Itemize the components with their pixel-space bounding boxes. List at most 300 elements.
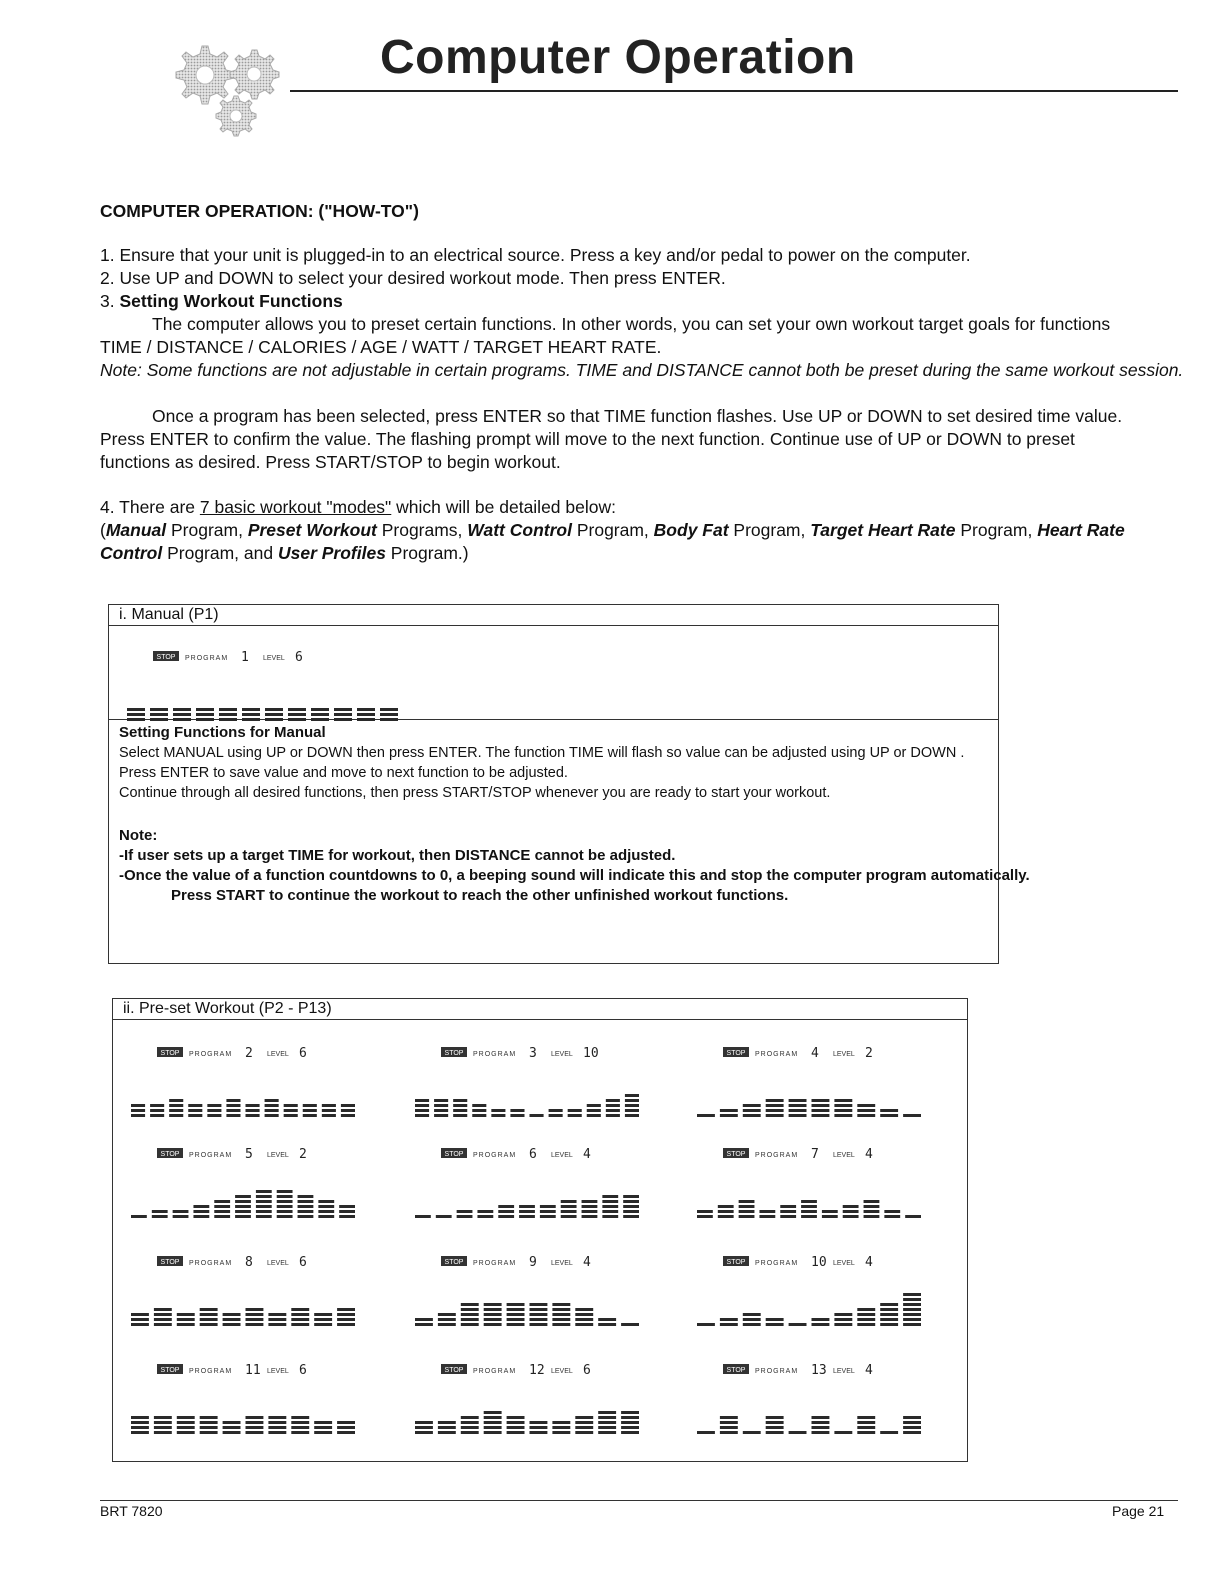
lcd-bar-segment bbox=[880, 1431, 898, 1434]
lcd-bar-segment bbox=[246, 1426, 264, 1429]
modes-open: ( bbox=[100, 520, 106, 540]
footer-rule bbox=[100, 1500, 1178, 1501]
lcd-bar-segment bbox=[207, 1114, 221, 1117]
mode-watt-control: Watt Control bbox=[467, 520, 572, 540]
lcd-bar-segment bbox=[339, 1210, 355, 1213]
step-2: 2. Use UP and DOWN to select your desired workout mode. Then press ENTER. bbox=[100, 268, 726, 288]
lcd-bar-segment bbox=[621, 1411, 639, 1414]
lcd-bar-segment bbox=[857, 1313, 875, 1316]
lcd-bar-segment bbox=[322, 1114, 336, 1117]
lcd-bar-segment bbox=[438, 1318, 456, 1321]
lcd-level-label: LEVEL bbox=[833, 1152, 855, 1159]
lcd-bar-segment bbox=[334, 718, 352, 721]
lcd-bar-segment bbox=[903, 1323, 921, 1326]
lcd-bar-segment bbox=[575, 1313, 593, 1316]
lcd-bar-segment bbox=[131, 1431, 149, 1434]
lcd-bar-segment bbox=[453, 1099, 467, 1102]
lcd-bar-segment bbox=[173, 708, 191, 711]
lcd-bar-segment bbox=[131, 1114, 145, 1117]
lcd-bar-segment bbox=[857, 1308, 875, 1311]
lcd-bar-segment bbox=[341, 1109, 355, 1112]
preset-box-title: ii. Pre-set Workout (P2 - P13) bbox=[113, 999, 967, 1020]
lcd-bar-segment bbox=[905, 1215, 921, 1218]
step-4 bbox=[100, 496, 1140, 519]
lcd-bar-segment bbox=[552, 1303, 570, 1306]
lcd-bar-segment bbox=[857, 1323, 875, 1326]
lcd-bar-segment bbox=[864, 1215, 880, 1218]
lcd-bar-segment bbox=[152, 1215, 168, 1218]
lcd-bar-segment bbox=[812, 1099, 830, 1102]
mode-manual: Manual bbox=[105, 520, 167, 540]
lcd-bar-segment bbox=[602, 1210, 618, 1213]
lcd-stop-label: STOP bbox=[444, 1259, 464, 1266]
lcd-level-label: LEVEL bbox=[551, 1051, 573, 1058]
lcd-bar-segment bbox=[277, 1210, 293, 1213]
lcd-bar-segment bbox=[311, 708, 329, 711]
lcd-level-label: LEVEL bbox=[551, 1368, 573, 1375]
lcd-bar-segment bbox=[606, 1114, 620, 1117]
lcd-bar-segment bbox=[380, 713, 398, 716]
lcd-bar-segment bbox=[235, 1195, 251, 1198]
lcd-bar-segment bbox=[759, 1215, 775, 1218]
lcd-bar-segment bbox=[246, 1416, 264, 1419]
lcd-bar-segment bbox=[510, 1114, 524, 1117]
step-1: 1. Ensure that your unit is plugged-in to an electrical source. Press a key and/or pedal to power on the computer. bbox=[100, 245, 971, 265]
lcd-bar-segment bbox=[242, 718, 260, 721]
lcd-bar-segment bbox=[303, 1114, 317, 1117]
lcd-bar-segment bbox=[314, 1426, 332, 1429]
lcd-bar-segment bbox=[434, 1109, 448, 1112]
lcd-bar-segment bbox=[582, 1200, 598, 1203]
lcd-bar-segment bbox=[718, 1215, 734, 1218]
manual-note-title: Note: bbox=[119, 827, 158, 844]
lcd-bar-segment bbox=[903, 1426, 921, 1429]
lcd-bar-segment bbox=[766, 1114, 784, 1117]
lcd-program-label: PROGRAM bbox=[755, 1368, 799, 1375]
lcd-program-number: 2 bbox=[245, 1046, 253, 1061]
lcd-bar-segment bbox=[235, 1200, 251, 1203]
lcd-bar-segment bbox=[602, 1205, 618, 1208]
lcd-bar-segment bbox=[154, 1431, 172, 1434]
lcd-bar-segment bbox=[507, 1313, 525, 1316]
lcd-bar-segment bbox=[743, 1323, 761, 1326]
lcd-bar-segment bbox=[812, 1421, 830, 1424]
lcd-bar-segment bbox=[540, 1215, 556, 1218]
lcd-bar-segment bbox=[461, 1431, 479, 1434]
lcd-bar-segment bbox=[530, 1431, 548, 1434]
lcd-bar-segment bbox=[150, 708, 168, 711]
lcd-bar-segment bbox=[739, 1215, 755, 1218]
manual-box-title: i. Manual (P1) bbox=[109, 605, 998, 626]
lcd-bar-segment bbox=[154, 1416, 172, 1419]
lcd-bar-segment bbox=[214, 1200, 230, 1203]
lcd-bar-segment bbox=[415, 1431, 433, 1434]
lcd-bar-segment bbox=[277, 1190, 293, 1193]
lcd-bar-segment bbox=[246, 1109, 260, 1112]
lcd-bar-segment bbox=[298, 1205, 314, 1208]
lcd-bar-segment bbox=[268, 1318, 286, 1321]
lcd-bar-segment bbox=[127, 713, 145, 716]
lcd-bar-segment bbox=[530, 1114, 544, 1117]
lcd-bar-segment bbox=[457, 1215, 473, 1218]
mode-target-heart-rate: Target Heart Rate bbox=[810, 520, 956, 540]
lcd-bar-segment bbox=[453, 1109, 467, 1112]
lcd-level-label: LEVEL bbox=[267, 1152, 289, 1159]
lcd-bar-segment bbox=[177, 1323, 195, 1326]
lcd-bar-segment bbox=[484, 1323, 502, 1326]
lcd-bar-segment bbox=[552, 1431, 570, 1434]
lcd-level-number: 4 bbox=[865, 1147, 873, 1162]
lcd-bar-segment bbox=[812, 1416, 830, 1419]
lcd-bar-segment bbox=[246, 1308, 264, 1311]
lcd-bar-segment bbox=[568, 1114, 582, 1117]
lcd-bar-segment bbox=[173, 1210, 189, 1213]
step-3-paragraph-2: Once a program has been selected, press ENTER so that TIME function flashes. Use UP or DOWN to set desired time value. Press ENTER to confirm the value. The flashing prompt will move to the next function. Continue use of UP or DOWN to preset functions as desired. Press START/STOP to begin workout. bbox=[100, 406, 1123, 472]
lcd-bar-segment bbox=[223, 1421, 241, 1424]
lcd-bar-segment bbox=[314, 1318, 332, 1321]
lcd-bar-segment bbox=[438, 1426, 456, 1429]
lcd-bar-segment bbox=[498, 1205, 514, 1208]
lcd-bar-segment bbox=[575, 1416, 593, 1419]
lcd-bar-segment bbox=[498, 1215, 514, 1218]
lcd-bar-segment bbox=[834, 1318, 852, 1321]
lcd-bar-segment bbox=[150, 718, 168, 721]
lcd-bar-segment bbox=[484, 1303, 502, 1306]
lcd-stop-label: STOP bbox=[156, 654, 176, 661]
lcd-bar-segment bbox=[246, 1104, 260, 1107]
lcd-bar-segment bbox=[235, 1215, 251, 1218]
lcd-bar-segment bbox=[743, 1313, 761, 1316]
lcd-bar-segment bbox=[438, 1421, 456, 1424]
lcd-stop-label: STOP bbox=[726, 1050, 746, 1057]
lcd-bar-segment bbox=[507, 1431, 525, 1434]
lcd-bar-segment bbox=[780, 1210, 796, 1213]
lcd-bar-segment bbox=[311, 718, 329, 721]
lcd-bar-segment bbox=[507, 1318, 525, 1321]
lcd-bar-segment bbox=[857, 1318, 875, 1321]
lcd-bar-segment bbox=[575, 1426, 593, 1429]
lcd-bar-segment bbox=[812, 1426, 830, 1429]
lcd-bar-segment bbox=[477, 1215, 493, 1218]
lcd-bar-segment bbox=[739, 1210, 755, 1213]
lcd-bar-segment bbox=[173, 718, 191, 721]
lcd-bar-segment bbox=[193, 1210, 209, 1213]
footer-model: BRT 7820 bbox=[100, 1503, 163, 1519]
lcd-bar-segment bbox=[484, 1411, 502, 1414]
lcd-bar-segment bbox=[530, 1308, 548, 1311]
lcd-bar-segment bbox=[697, 1215, 713, 1218]
lcd-bar-segment bbox=[337, 1426, 355, 1429]
lcd-bar-segment bbox=[154, 1421, 172, 1424]
lcd-stop-label: STOP bbox=[726, 1367, 746, 1374]
lcd-bar-segment bbox=[226, 1099, 240, 1102]
lcd-bar-segment bbox=[291, 1308, 309, 1311]
lcd-bar-segment bbox=[812, 1114, 830, 1117]
lcd-bar-segment bbox=[880, 1313, 898, 1316]
lcd-bar-segment bbox=[789, 1109, 807, 1112]
lcd-bar-segment bbox=[625, 1114, 639, 1117]
lcd-bar-segment bbox=[436, 1215, 452, 1218]
lcd-bar-segment bbox=[864, 1200, 880, 1203]
lcd-bar-segment bbox=[575, 1323, 593, 1326]
mode-body-fat: Body Fat bbox=[653, 520, 729, 540]
lcd-bar-segment bbox=[256, 1200, 272, 1203]
lcd-bar-segment bbox=[623, 1195, 639, 1198]
lcd-bar-segment bbox=[812, 1104, 830, 1107]
lcd-bar-segment bbox=[718, 1205, 734, 1208]
lcd-bar-segment bbox=[461, 1313, 479, 1316]
lcd-bar-segment bbox=[903, 1114, 921, 1117]
lcd-bar-segment bbox=[438, 1431, 456, 1434]
lcd-bar-segment bbox=[625, 1094, 639, 1097]
lcd-program-number: 10 bbox=[811, 1255, 827, 1270]
lcd-bar-segment bbox=[291, 1313, 309, 1316]
lcd-display bbox=[411, 1144, 643, 1224]
lcd-display bbox=[411, 1252, 643, 1332]
lcd-bar-segment bbox=[284, 1114, 298, 1117]
lcd-bar-segment bbox=[357, 718, 375, 721]
lcd-display bbox=[693, 1252, 925, 1332]
lcd-bar-segment bbox=[268, 1431, 286, 1434]
manual-note-2: -Once the value of a function countdowns to 0, a beeping sound will indicate this and stop the computer program automatically. Press START to continue the workout to reach the other unfinished workout functions. bbox=[119, 867, 1030, 904]
lcd-bar-segment bbox=[720, 1431, 738, 1434]
manual-note-1: -If user sets up a target TIME for workout, then DISTANCE cannot be adjusted. bbox=[119, 847, 676, 864]
lcd-bar-segment bbox=[131, 1109, 145, 1112]
lcd-bar-segment bbox=[223, 1318, 241, 1321]
lcd-bar-segment bbox=[152, 1210, 168, 1213]
lcd-bar-segment bbox=[415, 1215, 431, 1218]
lcd-bar-segment bbox=[434, 1114, 448, 1117]
lcd-bar-segment bbox=[415, 1318, 433, 1321]
lcd-bar-segment bbox=[507, 1421, 525, 1424]
lcd-bar-segment bbox=[223, 1313, 241, 1316]
lcd-level-label: LEVEL bbox=[551, 1152, 573, 1159]
lcd-bar-segment bbox=[857, 1416, 875, 1419]
lcd-bar-segment bbox=[291, 1323, 309, 1326]
lcd-bar-segment bbox=[507, 1303, 525, 1306]
lcd-bar-segment bbox=[766, 1323, 784, 1326]
lcd-bar-segment bbox=[461, 1318, 479, 1321]
lcd-bar-segment bbox=[339, 1215, 355, 1218]
lcd-bar-segment bbox=[822, 1210, 838, 1213]
lcd-bar-segment bbox=[277, 1215, 293, 1218]
lcd-bar-segment bbox=[415, 1109, 429, 1112]
lcd-bar-segment bbox=[150, 1109, 164, 1112]
lcd-level-number: 2 bbox=[865, 1046, 873, 1061]
lcd-bar-segment bbox=[131, 1421, 149, 1424]
lcd-bar-segment bbox=[598, 1431, 616, 1434]
lcd-bar-segment bbox=[337, 1313, 355, 1316]
lcd-bar-segment bbox=[552, 1313, 570, 1316]
lcd-bar-segment bbox=[743, 1109, 761, 1112]
modes-text-1: Program, bbox=[166, 520, 248, 540]
lcd-bar-segment bbox=[587, 1104, 601, 1107]
lcd-level-label: LEVEL bbox=[267, 1051, 289, 1058]
lcd-bar-segment bbox=[298, 1200, 314, 1203]
lcd-bar-segment bbox=[214, 1205, 230, 1208]
lcd-bar-segment bbox=[337, 1318, 355, 1321]
lcd-bar-segment bbox=[226, 1109, 240, 1112]
lcd-bar-segment bbox=[552, 1318, 570, 1321]
lcd-display bbox=[127, 1043, 359, 1123]
lcd-level-label: LEVEL bbox=[833, 1260, 855, 1267]
lcd-bar-segment bbox=[484, 1318, 502, 1321]
lcd-bar-segment bbox=[587, 1109, 601, 1112]
lcd-bar-segment bbox=[337, 1323, 355, 1326]
lcd-bar-segment bbox=[477, 1210, 493, 1213]
lcd-program-label: PROGRAM bbox=[185, 655, 229, 662]
lcd-bar-segment bbox=[484, 1431, 502, 1434]
lcd-bar-segment bbox=[720, 1109, 738, 1112]
lcd-bar-segment bbox=[318, 1215, 334, 1218]
lcd-bar-segment bbox=[575, 1431, 593, 1434]
lcd-bar-segment bbox=[789, 1323, 807, 1326]
lcd-bar-segment bbox=[127, 718, 145, 721]
lcd-bar-segment bbox=[357, 708, 375, 711]
lcd-bar-segment bbox=[812, 1109, 830, 1112]
manual-setting-title: Setting Functions for Manual bbox=[119, 724, 326, 741]
lcd-bar-segment bbox=[623, 1200, 639, 1203]
lcd-bar-segment bbox=[207, 1104, 221, 1107]
lcd-bar-segment bbox=[903, 1303, 921, 1306]
lcd-bar-segment bbox=[200, 1313, 218, 1316]
lcd-bar-segment bbox=[623, 1215, 639, 1218]
lcd-bar-segment bbox=[265, 708, 283, 711]
lcd-bar-segment bbox=[298, 1210, 314, 1213]
step-4-underlined: 7 basic workout "modes" bbox=[199, 497, 392, 517]
lcd-bar-segment bbox=[834, 1109, 852, 1112]
lcd-bar-segment bbox=[196, 713, 214, 716]
lcd-bar-segment bbox=[337, 1421, 355, 1424]
lcd-bar-segment bbox=[530, 1318, 548, 1321]
lcd-program-label: PROGRAM bbox=[755, 1260, 799, 1267]
lcd-bar-segment bbox=[720, 1426, 738, 1429]
lcd-program-number: 8 bbox=[245, 1255, 253, 1270]
lcd-bar-segment bbox=[288, 713, 306, 716]
lcd-bar-segment bbox=[196, 718, 214, 721]
lcd-bar-segment bbox=[484, 1308, 502, 1311]
lcd-bar-segment bbox=[131, 1416, 149, 1419]
lcd-program-label: PROGRAM bbox=[473, 1152, 517, 1159]
lcd-bar-segment bbox=[154, 1318, 172, 1321]
lcd-bar-segment bbox=[256, 1215, 272, 1218]
lcd-bar-segment bbox=[472, 1109, 486, 1112]
lcd-bar-segment bbox=[720, 1114, 738, 1117]
lcd-bar-segment bbox=[549, 1114, 563, 1117]
lcd-bar-segment bbox=[154, 1426, 172, 1429]
lcd-bar-segment bbox=[415, 1426, 433, 1429]
lcd-bar-segment bbox=[884, 1210, 900, 1213]
lcd-display bbox=[123, 647, 413, 727]
lcd-bar-segment bbox=[291, 1421, 309, 1424]
lcd-bar-segment bbox=[415, 1099, 429, 1102]
lcd-program-number: 11 bbox=[245, 1363, 261, 1378]
lcd-bar-segment bbox=[507, 1323, 525, 1326]
lcd-bar-segment bbox=[903, 1293, 921, 1296]
lcd-bar-segment bbox=[491, 1109, 505, 1112]
lcd-bar-segment bbox=[530, 1313, 548, 1316]
lcd-bar-segment bbox=[598, 1421, 616, 1424]
lcd-program-label: PROGRAM bbox=[189, 1051, 233, 1058]
lcd-bar-segment bbox=[697, 1210, 713, 1213]
lcd-bar-segment bbox=[177, 1313, 195, 1316]
step-3-note: Note: Some functions are not adjustable in certain programs. TIME and DISTANCE cannot both be preset during the same workout session. bbox=[100, 360, 1184, 380]
lcd-bar-segment bbox=[193, 1215, 209, 1218]
modes-list bbox=[100, 519, 1160, 565]
lcd-bar-segment bbox=[519, 1215, 535, 1218]
lcd-bar-segment bbox=[766, 1104, 784, 1107]
lcd-bar-segment bbox=[256, 1195, 272, 1198]
modes-text-7: Program.) bbox=[385, 543, 469, 563]
lcd-stop-label: STOP bbox=[160, 1367, 180, 1374]
title-rule bbox=[290, 90, 1178, 92]
lcd-bar-segment bbox=[857, 1431, 875, 1434]
lcd-bar-segment bbox=[720, 1318, 738, 1321]
lcd-bar-segment bbox=[291, 1431, 309, 1434]
lcd-bar-segment bbox=[766, 1426, 784, 1429]
lcd-bar-segment bbox=[131, 1104, 145, 1107]
lcd-bar-segment bbox=[461, 1426, 479, 1429]
lcd-bar-segment bbox=[246, 1431, 264, 1434]
lcd-bar-segment bbox=[154, 1323, 172, 1326]
lcd-bar-segment bbox=[843, 1215, 859, 1218]
lcd-bar-segment bbox=[322, 1104, 336, 1107]
lcd-bar-segment bbox=[322, 1109, 336, 1112]
lcd-bar-segment bbox=[256, 1190, 272, 1193]
lcd-bar-segment bbox=[265, 1104, 279, 1107]
lcd-program-label: PROGRAM bbox=[189, 1368, 233, 1375]
lcd-bar-segment bbox=[880, 1318, 898, 1321]
lcd-bar-segment bbox=[561, 1200, 577, 1203]
lcd-display bbox=[693, 1144, 925, 1224]
lcd-bar-segment bbox=[288, 708, 306, 711]
lcd-bar-segment bbox=[598, 1323, 616, 1326]
lcd-bar-segment bbox=[265, 713, 283, 716]
lcd-bar-segment bbox=[739, 1205, 755, 1208]
lcd-program-label: PROGRAM bbox=[189, 1152, 233, 1159]
lcd-bar-segment bbox=[697, 1431, 715, 1434]
lcd-bar-segment bbox=[223, 1323, 241, 1326]
lcd-bar-segment bbox=[154, 1308, 172, 1311]
lcd-bar-segment bbox=[561, 1205, 577, 1208]
lcd-level-label: LEVEL bbox=[267, 1260, 289, 1267]
lcd-bar-segment bbox=[602, 1215, 618, 1218]
lcd-bar-segment bbox=[484, 1313, 502, 1316]
lcd-bar-segment bbox=[268, 1416, 286, 1419]
lcd-bar-segment bbox=[582, 1210, 598, 1213]
lcd-bar-segment bbox=[200, 1323, 218, 1326]
lcd-bar-segment bbox=[214, 1210, 230, 1213]
lcd-bar-segment bbox=[284, 1109, 298, 1112]
lcd-bar-segment bbox=[415, 1104, 429, 1107]
lcd-bar-segment bbox=[575, 1308, 593, 1311]
lcd-bar-segment bbox=[903, 1308, 921, 1311]
lcd-program-number: 3 bbox=[529, 1046, 537, 1061]
step-4-text-a: 4. There are bbox=[100, 497, 200, 517]
lcd-bar-segment bbox=[602, 1200, 618, 1203]
lcd-bar-segment bbox=[298, 1195, 314, 1198]
lcd-display bbox=[411, 1360, 643, 1440]
lcd-bar-segment bbox=[507, 1426, 525, 1429]
lcd-program-number: 1 bbox=[241, 650, 249, 665]
manual-lcd-area bbox=[109, 627, 998, 720]
lcd-stop-label: STOP bbox=[726, 1151, 746, 1158]
lcd-bar-segment bbox=[812, 1318, 830, 1321]
lcd-bar-segment bbox=[200, 1426, 218, 1429]
lcd-bar-segment bbox=[843, 1210, 859, 1213]
lcd-program-number: 7 bbox=[811, 1147, 819, 1162]
lcd-bar-segment bbox=[568, 1109, 582, 1112]
